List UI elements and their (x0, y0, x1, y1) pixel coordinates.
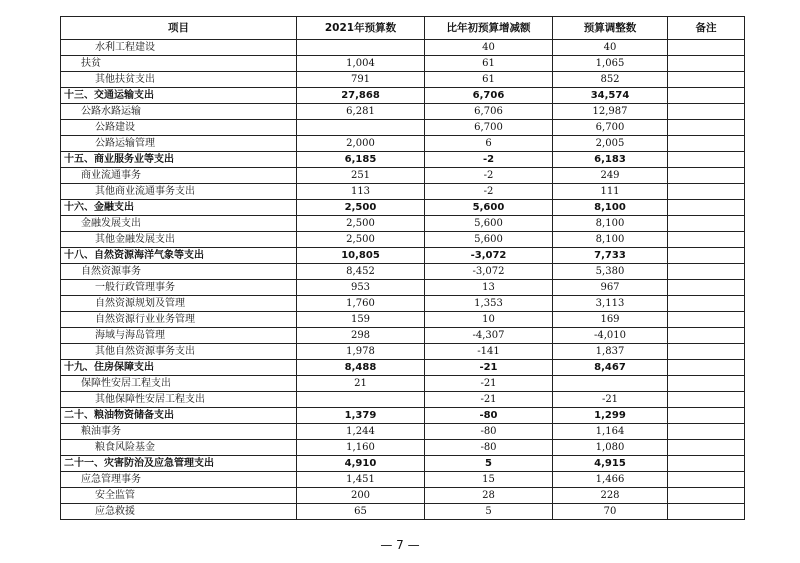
row-item-name: 其他金融发展支出 (61, 232, 297, 248)
row-budget-2021: 8,452 (297, 264, 425, 280)
row-change: -21 (425, 376, 553, 392)
row-budget-2021: 6,281 (297, 104, 425, 120)
row-note (668, 408, 745, 424)
row-item-name: 金融发展支出 (61, 216, 297, 232)
row-budget-2021: 2,500 (297, 216, 425, 232)
row-change: -3,072 (425, 248, 553, 264)
row-budget-2021: 1,451 (297, 472, 425, 488)
table-row (61, 264, 745, 280)
row-item-name: 商业流通事务 (61, 168, 297, 184)
row-item-name: 十六、金融支出 (61, 200, 297, 216)
row-budget-2021 (297, 40, 425, 56)
header-budget-2021: 2021年预算数 (297, 17, 425, 40)
table-row (61, 120, 745, 136)
table-row (61, 72, 745, 88)
row-budget-2021 (297, 392, 425, 408)
row-item-name: 扶贫 (61, 56, 297, 72)
row-change: 28 (425, 488, 553, 504)
row-note (668, 328, 745, 344)
row-budget-2021: 159 (297, 312, 425, 328)
row-adjusted: 6,183 (553, 152, 668, 168)
table-row (61, 344, 745, 360)
row-note (668, 472, 745, 488)
row-change: 1,353 (425, 296, 553, 312)
row-adjusted: 1,164 (553, 424, 668, 440)
row-item-name: 公路水路运输 (61, 104, 297, 120)
row-adjusted: 1,466 (553, 472, 668, 488)
row-note (668, 152, 745, 168)
row-adjusted: 6,700 (553, 120, 668, 136)
row-item-name: 其他自然资源事务支出 (61, 344, 297, 360)
row-adjusted: 1,065 (553, 56, 668, 72)
row-budget-2021: 8,488 (297, 360, 425, 376)
row-adjusted: 12,987 (553, 104, 668, 120)
row-note (668, 104, 745, 120)
table-header-row (61, 17, 745, 40)
row-budget-2021: 953 (297, 280, 425, 296)
table-row (61, 56, 745, 72)
row-change: -2 (425, 152, 553, 168)
table-row (61, 184, 745, 200)
row-item-name: 十九、住房保障支出 (61, 360, 297, 376)
row-change: 6,706 (425, 88, 553, 104)
row-note (668, 312, 745, 328)
table-row (61, 424, 745, 440)
row-budget-2021: 2,000 (297, 136, 425, 152)
row-change: 6,700 (425, 120, 553, 136)
row-note (668, 72, 745, 88)
row-change: -80 (425, 440, 553, 456)
table-row (61, 328, 745, 344)
table-row (61, 360, 745, 376)
page-number: — 7 — (380, 538, 420, 552)
row-change: 15 (425, 472, 553, 488)
row-note (668, 248, 745, 264)
row-note (668, 440, 745, 456)
row-budget-2021: 2,500 (297, 232, 425, 248)
row-budget-2021: 1,004 (297, 56, 425, 72)
row-change: -21 (425, 360, 553, 376)
row-change: 5 (425, 504, 553, 520)
row-budget-2021: 791 (297, 72, 425, 88)
row-change: 13 (425, 280, 553, 296)
row-change: 5,600 (425, 216, 553, 232)
row-item-name: 二十一、灾害防治及应急管理支出 (61, 456, 297, 472)
row-adjusted: 8,100 (553, 232, 668, 248)
table-row (61, 376, 745, 392)
row-item-name: 保障性安居工程支出 (61, 376, 297, 392)
row-note (668, 392, 745, 408)
row-item-name: 水利工程建设 (61, 40, 297, 56)
row-budget-2021: 2,500 (297, 200, 425, 216)
row-adjusted: 34,574 (553, 88, 668, 104)
row-adjusted: 8,467 (553, 360, 668, 376)
row-adjusted: 40 (553, 40, 668, 56)
row-note (668, 184, 745, 200)
row-item-name: 应急救援 (61, 504, 297, 520)
table-row (61, 168, 745, 184)
row-change: -2 (425, 184, 553, 200)
row-item-name: 安全监管 (61, 488, 297, 504)
row-adjusted: 169 (553, 312, 668, 328)
row-budget-2021: 298 (297, 328, 425, 344)
row-adjusted: 111 (553, 184, 668, 200)
row-change: 61 (425, 72, 553, 88)
row-adjusted: 8,100 (553, 216, 668, 232)
row-change: 5 (425, 456, 553, 472)
row-note (668, 456, 745, 472)
row-change: -80 (425, 424, 553, 440)
row-change: 5,600 (425, 232, 553, 248)
table-row (61, 440, 745, 456)
table-row (61, 152, 745, 168)
budget-adjustment-table (60, 16, 745, 520)
table-row (61, 216, 745, 232)
header-item: 项目 (61, 17, 297, 40)
table-row (61, 200, 745, 216)
row-note (668, 424, 745, 440)
row-note (668, 216, 745, 232)
row-item-name: 其他扶贫支出 (61, 72, 297, 88)
row-change: -4,307 (425, 328, 553, 344)
table-row (61, 136, 745, 152)
row-note (668, 264, 745, 280)
row-note (668, 344, 745, 360)
row-note (668, 120, 745, 136)
row-adjusted: 852 (553, 72, 668, 88)
row-note (668, 488, 745, 504)
row-adjusted: 70 (553, 504, 668, 520)
row-budget-2021: 6,185 (297, 152, 425, 168)
row-adjusted: 4,915 (553, 456, 668, 472)
row-budget-2021: 200 (297, 488, 425, 504)
row-note (668, 232, 745, 248)
row-adjusted: 7,733 (553, 248, 668, 264)
header-adjusted: 预算调整数 (553, 17, 668, 40)
row-note (668, 376, 745, 392)
row-adjusted: 2,005 (553, 136, 668, 152)
row-change: -3,072 (425, 264, 553, 280)
table-row (61, 504, 745, 520)
table-row (61, 88, 745, 104)
row-change: 10 (425, 312, 553, 328)
row-item-name: 公路建设 (61, 120, 297, 136)
row-item-name: 十三、交通运输支出 (61, 88, 297, 104)
row-budget-2021: 251 (297, 168, 425, 184)
table-row (61, 408, 745, 424)
row-item-name: 公路运输管理 (61, 136, 297, 152)
row-item-name: 自然资源事务 (61, 264, 297, 280)
table-body (61, 40, 745, 520)
row-change: 40 (425, 40, 553, 56)
row-adjusted: 228 (553, 488, 668, 504)
row-budget-2021: 1,244 (297, 424, 425, 440)
row-change: 5,600 (425, 200, 553, 216)
header-note: 备注 (668, 17, 745, 40)
row-adjusted: 8,100 (553, 200, 668, 216)
header-change: 比年初预算增减额 (425, 17, 553, 40)
row-budget-2021: 1,379 (297, 408, 425, 424)
row-item-name: 二十、粮油物资储备支出 (61, 408, 297, 424)
row-adjusted: 1,837 (553, 344, 668, 360)
row-change: -21 (425, 392, 553, 408)
row-change: -2 (425, 168, 553, 184)
table-row (61, 104, 745, 120)
row-change: -141 (425, 344, 553, 360)
row-budget-2021: 1,160 (297, 440, 425, 456)
row-note (668, 296, 745, 312)
row-budget-2021: 27,868 (297, 88, 425, 104)
row-note (668, 40, 745, 56)
row-adjusted: -21 (553, 392, 668, 408)
row-note (668, 168, 745, 184)
row-adjusted: 3,113 (553, 296, 668, 312)
row-adjusted: 5,380 (553, 264, 668, 280)
table-row (61, 232, 745, 248)
table-row (61, 456, 745, 472)
row-item-name: 一般行政管理事务 (61, 280, 297, 296)
row-budget-2021: 10,805 (297, 248, 425, 264)
row-note (668, 360, 745, 376)
row-adjusted: 1,080 (553, 440, 668, 456)
row-budget-2021: 4,910 (297, 456, 425, 472)
row-budget-2021: 21 (297, 376, 425, 392)
table-row (61, 472, 745, 488)
row-note (668, 280, 745, 296)
row-change: -80 (425, 408, 553, 424)
row-adjusted: 1,299 (553, 408, 668, 424)
row-item-name: 自然资源规划及管理 (61, 296, 297, 312)
row-change: 6,706 (425, 104, 553, 120)
table-row (61, 312, 745, 328)
row-budget-2021 (297, 120, 425, 136)
row-adjusted: -4,010 (553, 328, 668, 344)
row-note (668, 136, 745, 152)
table-row (61, 40, 745, 56)
row-item-name: 十五、商业服务业等支出 (61, 152, 297, 168)
row-item-name: 十八、自然资源海洋气象等支出 (61, 248, 297, 264)
table-row (61, 248, 745, 264)
row-budget-2021: 113 (297, 184, 425, 200)
row-adjusted: 249 (553, 168, 668, 184)
table-row (61, 488, 745, 504)
row-adjusted (553, 376, 668, 392)
row-change: 61 (425, 56, 553, 72)
row-change: 6 (425, 136, 553, 152)
row-note (668, 504, 745, 520)
row-item-name: 其他商业流通事务支出 (61, 184, 297, 200)
row-item-name: 海域与海岛管理 (61, 328, 297, 344)
row-item-name: 粮食风险基金 (61, 440, 297, 456)
row-item-name: 应急管理事务 (61, 472, 297, 488)
row-item-name: 其他保障性安居工程支出 (61, 392, 297, 408)
table-row (61, 280, 745, 296)
row-budget-2021: 1,978 (297, 344, 425, 360)
row-budget-2021: 1,760 (297, 296, 425, 312)
row-item-name: 自然资源行业业务管理 (61, 312, 297, 328)
row-adjusted: 967 (553, 280, 668, 296)
row-note (668, 56, 745, 72)
row-note (668, 200, 745, 216)
row-item-name: 粮油事务 (61, 424, 297, 440)
row-budget-2021: 65 (297, 504, 425, 520)
table-row (61, 296, 745, 312)
table-row (61, 392, 745, 408)
row-note (668, 88, 745, 104)
